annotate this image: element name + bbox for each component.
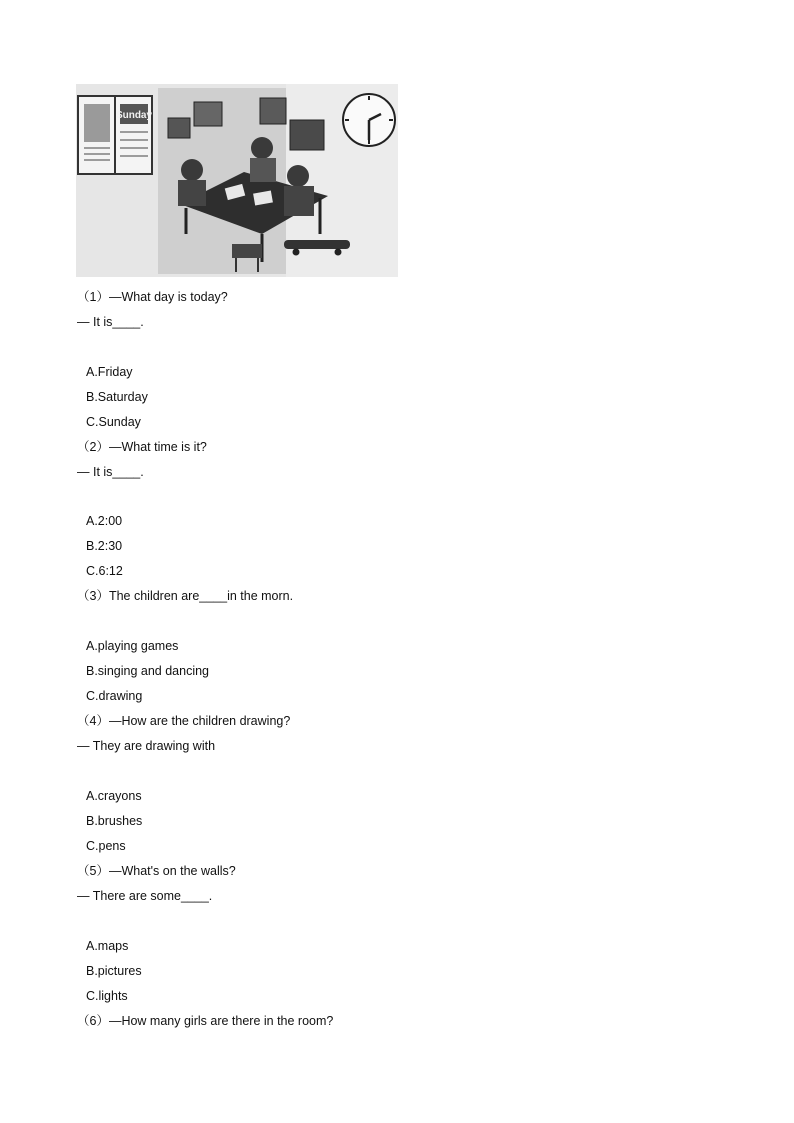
question-2-prompt: （2）—What time is it? [77, 440, 207, 454]
question-2-option-b[interactable]: B.2:30 [86, 539, 123, 553]
question-1-option-a[interactable]: A.Friday [86, 365, 133, 379]
question-4-answer-line: — They are drawing with [77, 739, 216, 753]
question-3-option-c[interactable]: C.drawing [86, 689, 143, 703]
question-1-option-b[interactable]: B.Saturday [86, 390, 148, 404]
question-1-option-c[interactable]: C.Sunday [86, 415, 141, 429]
question-4-prompt: （4）—How are the children drawing? [77, 714, 291, 728]
newspaper-image [78, 96, 152, 174]
question-4-option-b[interactable]: B.brushes [86, 814, 143, 828]
question-6-prompt: （6）—How many girls are there in the room? [77, 1014, 334, 1028]
question-2-answer-line: — It is____. [77, 465, 144, 479]
question-5-option-c[interactable]: C.lights [86, 989, 128, 1003]
question-1-answer-line: — It is____. [77, 315, 144, 329]
question-4-option-c[interactable]: C.pens [86, 839, 126, 853]
question-5-prompt: （5）—What's on the walls? [77, 864, 236, 878]
question-1-prompt: （1）—What day is today? [77, 290, 228, 304]
clock-icon [343, 94, 395, 146]
question-3-option-b[interactable]: B.singing and dancing [86, 664, 210, 678]
question-5-option-a[interactable]: A.maps [86, 939, 129, 953]
question-3-prompt: （3）The children are____in the morn. [77, 589, 294, 603]
question-4-option-a[interactable]: A.crayons [86, 789, 142, 803]
question-3-option-a[interactable]: A.playing games [86, 639, 179, 653]
question-2-option-c[interactable]: C.6:12 [86, 564, 123, 578]
question-5-answer-line: — There are some____. [77, 889, 213, 903]
question-5-option-b[interactable]: B.pictures [86, 964, 142, 978]
newspaper-label: Sunday [115, 110, 153, 121]
question-2-option-a[interactable]: A.2:00 [86, 514, 123, 528]
classroom-illustration [76, 84, 398, 277]
